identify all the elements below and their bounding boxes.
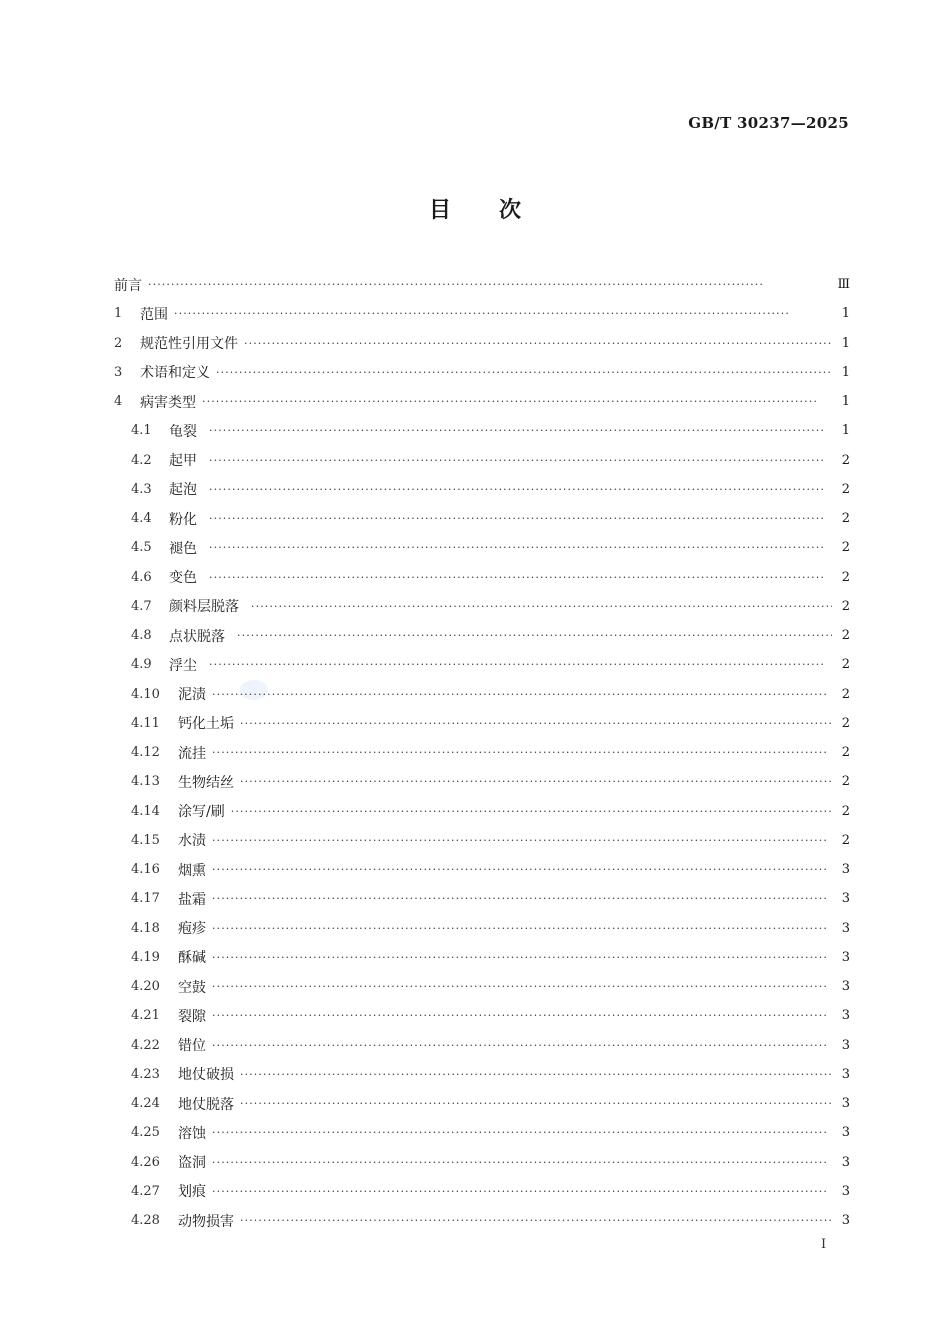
toc-entry[interactable]: [114, 855, 850, 884]
toc-entry[interactable]: [114, 592, 850, 621]
toc-entry-page: Ⅲ: [837, 277, 850, 293]
toc-entry-page: 2: [841, 452, 850, 468]
toc-entry-label: 钙化土垢: [178, 716, 234, 733]
toc-entry[interactable]: [114, 650, 850, 679]
toc-leader-dots: [231, 805, 832, 818]
toc-entry-label: 颜料层脱落: [169, 599, 239, 616]
toc-leader-dots: [212, 1126, 832, 1139]
toc-entry-number: 4.19: [131, 949, 160, 965]
toc-entry-number: 4.14: [131, 803, 160, 819]
toc-entry-number: 4.17: [131, 891, 160, 907]
toc-entry[interactable]: [114, 914, 850, 943]
toc-entry-page: 2: [841, 598, 850, 614]
toc-entry[interactable]: [114, 504, 850, 533]
toc-entry[interactable]: [114, 943, 850, 972]
toc-entry-page: 2: [841, 686, 850, 702]
toc-entry-page: 3: [841, 920, 850, 936]
toc-entry-number: 4.3: [131, 481, 152, 497]
toc-entry-page: 2: [841, 774, 850, 790]
toc-entry[interactable]: [114, 1206, 850, 1235]
toc-entry[interactable]: [114, 358, 850, 387]
toc-entry-page: 2: [841, 803, 850, 819]
toc-entry-page: 2: [841, 745, 850, 761]
toc-leader-dots: [209, 541, 832, 554]
toc-entry-label: 范围: [140, 306, 168, 323]
toc-entry[interactable]: [114, 416, 850, 445]
toc-entry-number: 4.24: [131, 1096, 160, 1112]
toc-leader-dots: [212, 1009, 832, 1022]
toc-leader-dots: [212, 746, 832, 759]
toc-leader-dots: [212, 688, 832, 701]
toc-leader-dots: [148, 278, 832, 291]
toc-entry-label: 裂隙: [178, 1008, 206, 1025]
toc-entry-number: 2: [114, 335, 123, 351]
toc-entry-label: 盐霜: [178, 891, 206, 908]
toc-entry-label: 烟熏: [178, 862, 206, 879]
toc-entry-number: 4.26: [131, 1154, 160, 1170]
toc-entry-number: 4.4: [131, 511, 152, 527]
toc-entry-number: 4.12: [131, 745, 160, 761]
toc-entry-label: 空鼓: [178, 979, 206, 996]
toc-entry[interactable]: [114, 563, 850, 592]
footer-page-number: I: [821, 1237, 827, 1252]
toc-entry-number: 4.23: [131, 1066, 160, 1082]
toc-entry-number: 4.2: [131, 452, 152, 468]
toc-entry-number: 4.28: [131, 1213, 160, 1229]
toc-entry[interactable]: [114, 826, 850, 855]
toc-entry-page: 1: [841, 364, 850, 380]
toc-entry[interactable]: [114, 1001, 850, 1030]
toc-entry-label: 粉化: [169, 511, 197, 528]
toc-entry-label: 前言: [114, 277, 142, 294]
toc-entry-label: 生物结丝: [178, 774, 234, 791]
toc-entry-number: 4.8: [131, 628, 152, 644]
table-of-contents: [114, 270, 850, 1235]
title-part-1: 目: [428, 197, 451, 223]
toc-entry-label: 褪色: [169, 540, 197, 557]
toc-entry-page: 3: [841, 979, 850, 995]
toc-leader-dots: [212, 1039, 832, 1052]
toc-leader-dots: [216, 366, 832, 379]
toc-entry[interactable]: [114, 797, 850, 826]
toc-leader-dots: [212, 951, 832, 964]
toc-leader-dots: [209, 424, 832, 437]
toc-entry-page: 3: [841, 1213, 850, 1229]
toc-leader-dots: [240, 1097, 832, 1110]
toc-entry[interactable]: [114, 621, 850, 650]
toc-entry-page: 3: [841, 1037, 850, 1053]
toc-leader-dots: [212, 863, 832, 876]
toc-entry-number: 4: [114, 394, 123, 410]
toc-entry-label: 泥渍: [178, 687, 206, 704]
toc-entry-page: 2: [841, 481, 850, 497]
toc-leader-dots: [244, 337, 832, 350]
toc-entry-label: 疱疹: [178, 921, 206, 938]
toc-leader-dots: [240, 775, 832, 788]
toc-entry-number: 4.9: [131, 657, 152, 673]
toc-entry-number: 4.27: [131, 1183, 160, 1199]
toc-entry-label: 盗洞: [178, 1155, 206, 1172]
page-title: [0, 193, 950, 224]
toc-leader-dots: [212, 834, 832, 847]
toc-entry-number: 4.22: [131, 1037, 160, 1053]
toc-entry-page: 2: [841, 540, 850, 556]
toc-entry[interactable]: [114, 1148, 850, 1177]
toc-entry-page: 2: [841, 715, 850, 731]
toc-entry-number: 1: [114, 306, 123, 322]
toc-entry-page: 1: [841, 423, 850, 439]
toc-entry[interactable]: [114, 972, 850, 1001]
toc-entry-number: 4.5: [131, 540, 152, 556]
toc-entry[interactable]: [114, 884, 850, 913]
toc-entry[interactable]: [114, 1089, 850, 1118]
toc-entry-label: 流挂: [178, 745, 206, 762]
toc-leader-dots: [251, 600, 832, 613]
toc-leader-dots: [174, 307, 832, 320]
toc-entry-label: 术语和定义: [140, 365, 210, 382]
toc-entry-label: 错位: [178, 1038, 206, 1055]
toc-entry-label: 起甲: [169, 453, 197, 470]
toc-entry[interactable]: [114, 270, 850, 299]
toc-entry-label: 起泡: [169, 482, 197, 499]
toc-entry[interactable]: [114, 1118, 850, 1147]
toc-entry-number: 4.11: [131, 715, 160, 731]
toc-leader-dots: [237, 629, 832, 642]
toc-entry[interactable]: [114, 299, 850, 328]
toc-entry-label: 酥碱: [178, 950, 206, 967]
toc-entry-label: 浮尘: [169, 657, 197, 674]
toc-entry[interactable]: [114, 329, 850, 358]
toc-entry-label: 规范性引用文件: [140, 336, 238, 353]
toc-entry[interactable]: [114, 533, 850, 562]
toc-entry-page: 2: [841, 511, 850, 527]
toc-entry-number: 4.21: [131, 1008, 160, 1024]
toc-entry-number: 3: [114, 364, 123, 380]
toc-entry-number: 4.20: [131, 979, 160, 995]
toc-entry-page: 2: [841, 628, 850, 644]
toc-entry[interactable]: [114, 1060, 850, 1089]
toc-entry[interactable]: [114, 767, 850, 796]
toc-entry-label: 变色: [169, 570, 197, 587]
toc-leader-dots: [202, 395, 832, 408]
toc-entry-number: 4.16: [131, 862, 160, 878]
toc-entry[interactable]: [114, 1177, 850, 1206]
toc-entry[interactable]: [114, 475, 850, 504]
toc-leader-dots: [209, 454, 832, 467]
toc-entry-number: 4.25: [131, 1125, 160, 1141]
toc-leader-dots: [240, 1068, 832, 1081]
toc-entry-number: 4.13: [131, 774, 160, 790]
toc-entry-number: 4.10: [131, 686, 160, 702]
toc-entry-page: 3: [841, 1125, 850, 1141]
toc-entry-page: 1: [841, 335, 850, 351]
toc-entry[interactable]: [114, 446, 850, 475]
toc-entry-number: 4.1: [131, 423, 152, 439]
standard-code: GB/T 30237—2025: [688, 114, 849, 132]
toc-entry-number: 4.18: [131, 920, 160, 936]
toc-entry-label: 点状脱落: [169, 628, 225, 645]
toc-entry-label: 溶蚀: [178, 1125, 206, 1142]
toc-leader-dots: [209, 512, 832, 525]
toc-entry-page: 3: [841, 1096, 850, 1112]
toc-entry-page: 3: [841, 949, 850, 965]
toc-entry-label: 病害类型: [140, 394, 196, 411]
toc-entry-label: 水渍: [178, 833, 206, 850]
toc-leader-dots: [212, 922, 832, 935]
toc-entry-page: 2: [841, 569, 850, 585]
toc-entry-page: 3: [841, 862, 850, 878]
toc-leader-dots: [209, 571, 832, 584]
toc-entry-number: 4.15: [131, 832, 160, 848]
toc-entry[interactable]: [114, 709, 850, 738]
toc-entry-page: 3: [841, 891, 850, 907]
toc-entry-label: 动物损害: [178, 1213, 234, 1230]
toc-entry[interactable]: [114, 387, 850, 416]
toc-entry-label: 涂写/刷: [178, 804, 225, 821]
toc-entry[interactable]: [114, 680, 850, 709]
toc-entry[interactable]: [114, 738, 850, 767]
toc-leader-dots: [240, 717, 832, 730]
toc-leader-dots: [209, 483, 832, 496]
toc-entry-page: 1: [841, 394, 850, 410]
toc-entry-number: 4.7: [131, 598, 152, 614]
toc-entry-page: 3: [841, 1183, 850, 1199]
toc-leader-dots: [212, 892, 832, 905]
toc-entry-page: 3: [841, 1008, 850, 1024]
toc-leader-dots: [212, 980, 832, 993]
toc-entry-number: 4.6: [131, 569, 152, 585]
toc-entry-page: 3: [841, 1154, 850, 1170]
toc-entry-page: 2: [841, 657, 850, 673]
toc-entry-label: 划痕: [178, 1184, 206, 1201]
toc-leader-dots: [240, 1214, 832, 1227]
toc-leader-dots: [212, 1185, 832, 1198]
toc-entry[interactable]: [114, 1031, 850, 1060]
toc-entry-page: 1: [841, 306, 850, 322]
toc-entry-label: 龟裂: [169, 423, 197, 440]
toc-entry-label: 地仗脱落: [178, 1096, 234, 1113]
title-part-2: 次: [499, 197, 522, 223]
toc-entry-page: 3: [841, 1066, 850, 1082]
toc-leader-dots: [209, 658, 832, 671]
toc-entry-page: 2: [841, 832, 850, 848]
toc-entry-label: 地仗破损: [178, 1067, 234, 1084]
toc-leader-dots: [212, 1156, 832, 1169]
